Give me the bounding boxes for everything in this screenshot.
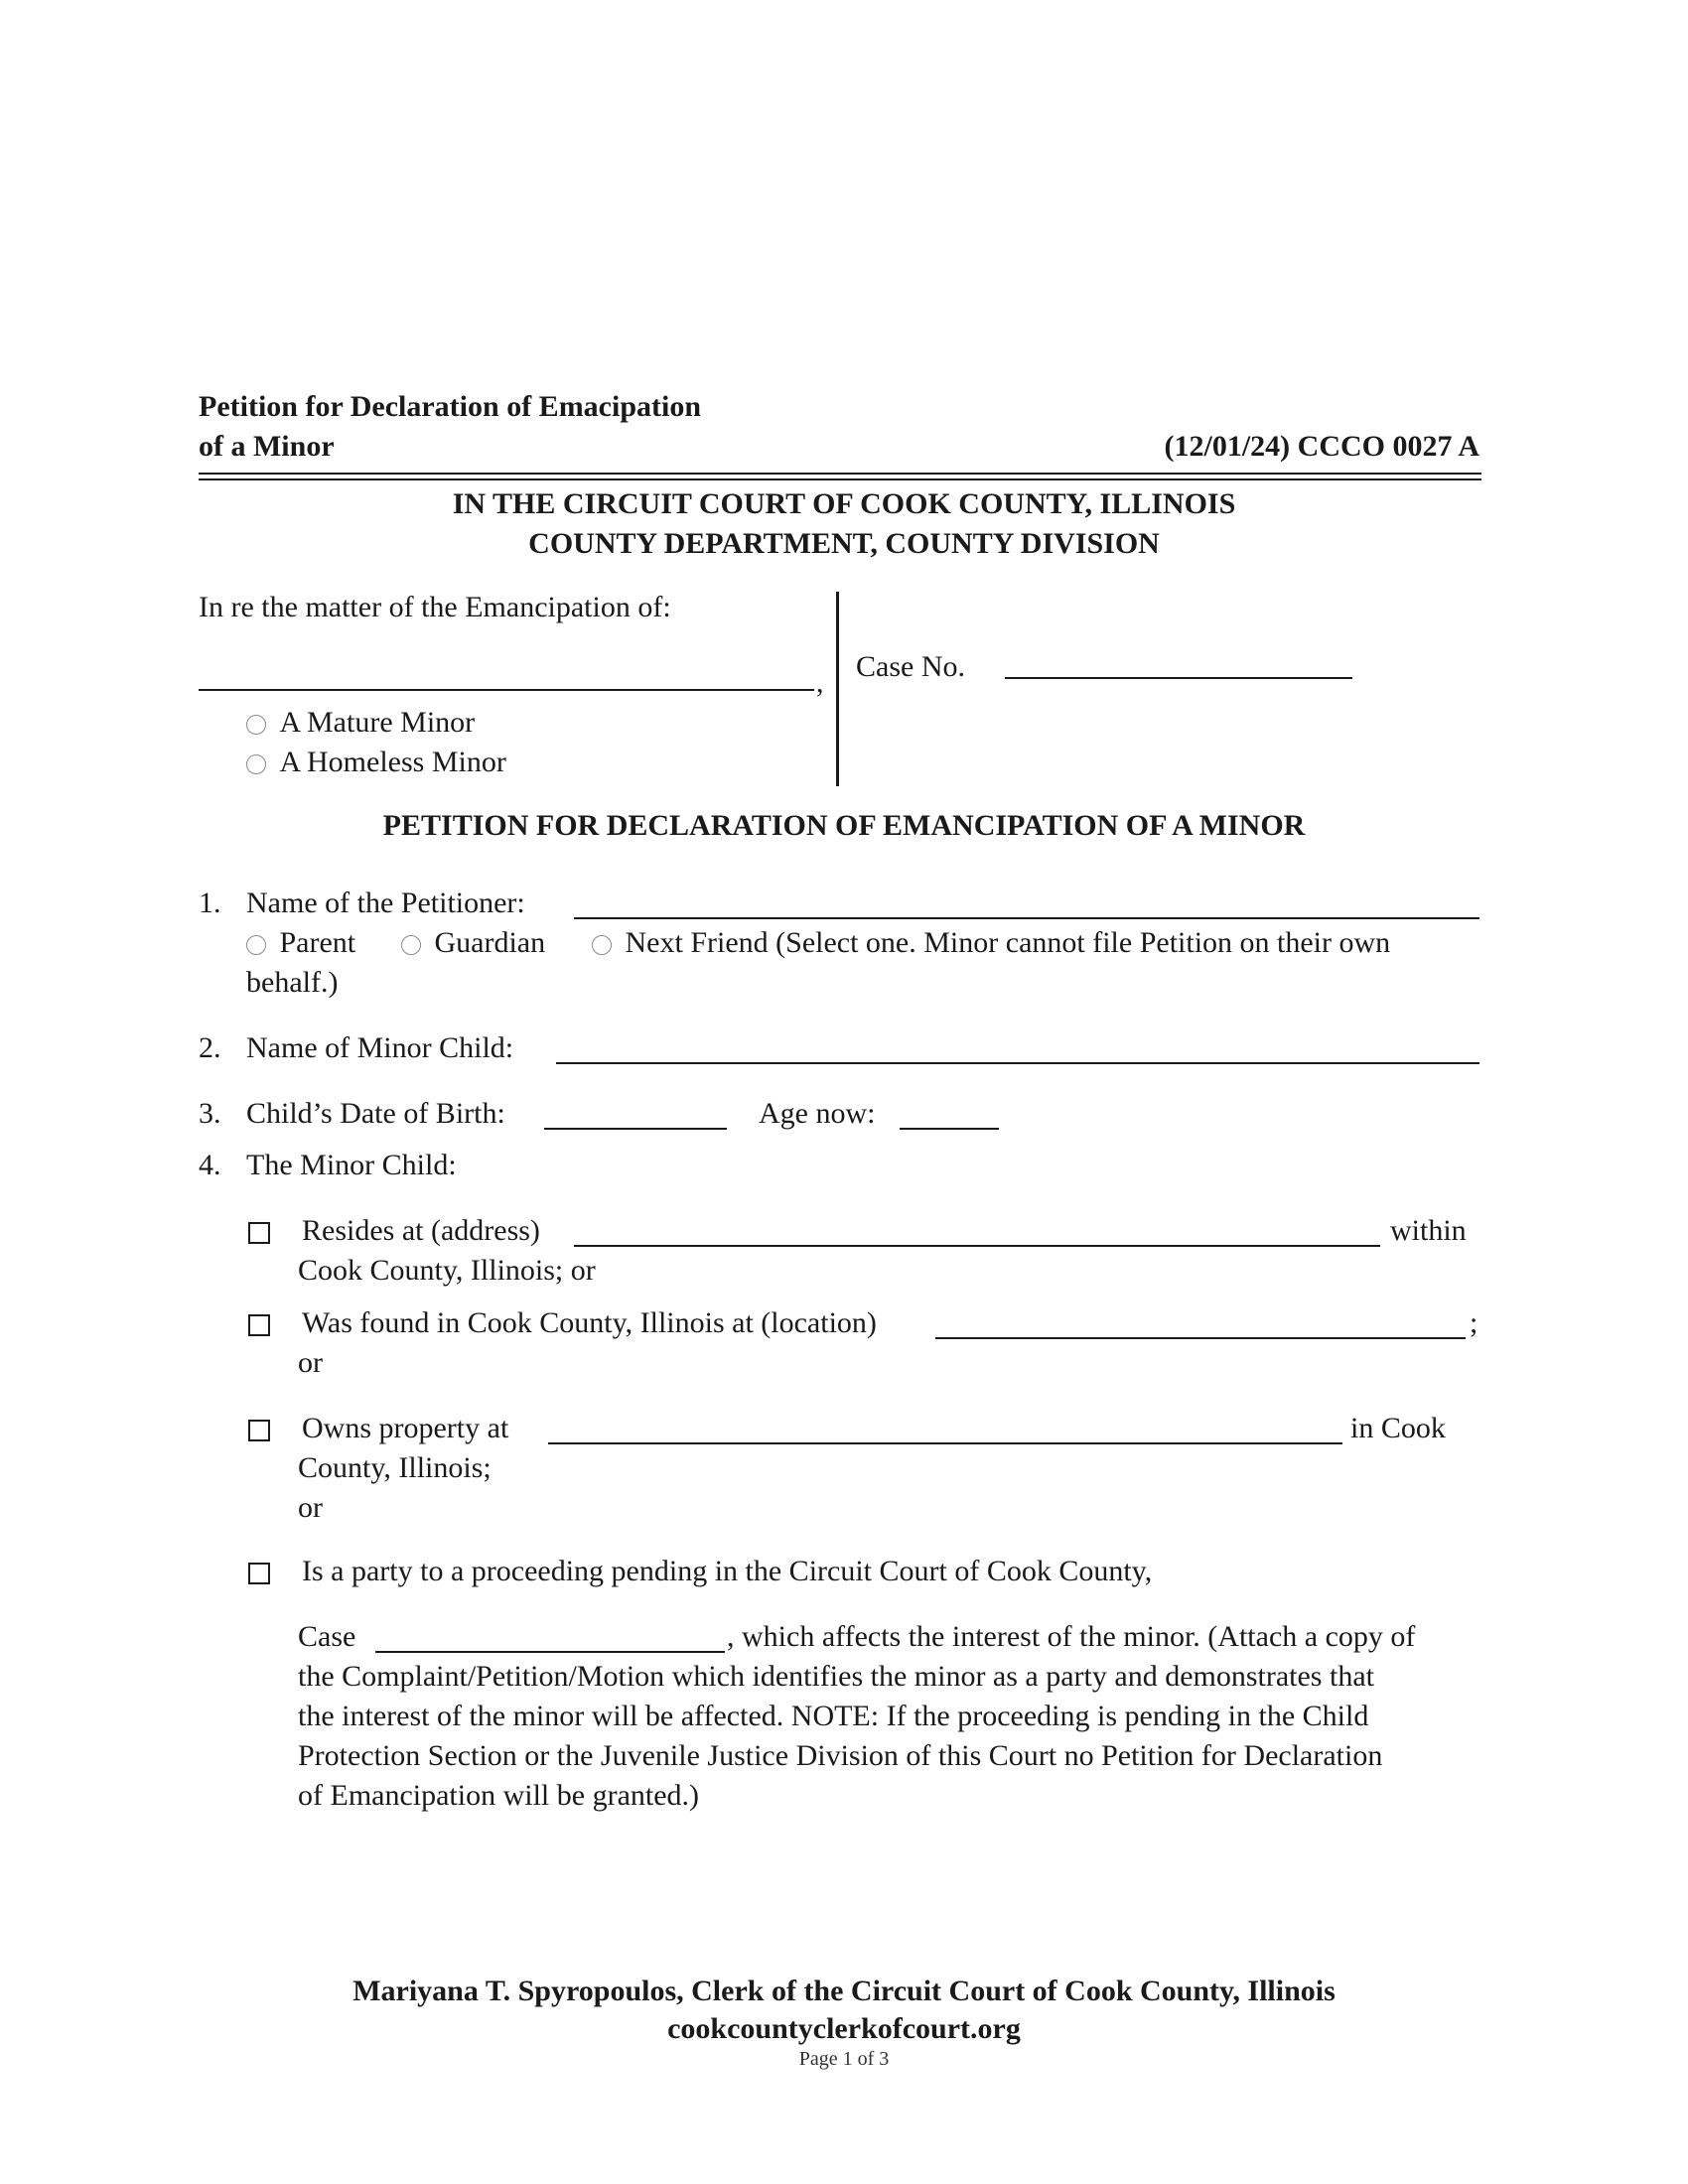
resides-checkbox[interactable] [248,1222,270,1244]
court-line2: COUNTY DEPARTMENT, COUNTY DIVISION [528,527,1160,560]
mature-minor-option[interactable] [246,703,475,743]
owns-cont-text: County, Illinois; [298,1451,492,1484]
found-semicolon: ; [1470,1306,1478,1339]
role-next-friend-label: Next Friend (Select one. Minor cannot file Petition on their own [625,926,1391,959]
party-para-line4: Protection Section or the Juvenile Justice Division of this Court no Petition for Declaration [298,1739,1383,1772]
party-label: Is a party to a proceeding pending in the Circuit Court of Cook County, [302,1555,1153,1587]
minor-name-caption-field[interactable] [199,689,814,691]
party-case-rest: , which affects the interest of the minor. (Attach a copy of [727,1620,1416,1653]
party-case-label: Case [298,1620,356,1653]
party-para-line5: of Emancipation will be granted.) [298,1779,700,1812]
found-or-text: or [298,1346,323,1379]
homeless-minor-label: A Homeless Minor [279,746,506,778]
resides-cont-text: Cook County, Illinois; or [298,1254,596,1287]
form-title-line1: Petition for Declaration of Emacipation [199,390,702,423]
resides-within-text: within [1390,1214,1467,1247]
owns-checkbox[interactable] [248,1420,270,1441]
form-code: (12/01/24) CCCO 0027 A [1164,430,1479,463]
party-para-line3: the interest of the minor will be affected. NOTE: If the proceeding is pending in the Child [298,1700,1369,1732]
caption-divider [836,592,839,786]
owns-label: Owns property at [302,1412,509,1444]
homeless-minor-radio[interactable] [246,754,266,774]
petitioner-name-field[interactable] [574,917,1479,919]
found-checkbox[interactable] [248,1314,270,1336]
role-parent-label: Parent [279,926,356,959]
role-behalf-text: behalf.) [246,966,339,999]
party-checkbox[interactable] [248,1563,270,1584]
caption-comma: , [816,666,824,699]
case-no-field[interactable] [1005,677,1352,679]
dob-field[interactable] [544,1128,727,1130]
age-field[interactable] [900,1128,999,1130]
homeless-minor-option[interactable] [246,743,506,782]
minor-name-field[interactable] [556,1062,1479,1064]
role-next-friend-option[interactable] [592,923,1390,963]
mature-minor-label: A Mature Minor [279,706,476,739]
item-number-4: 4. [199,1149,221,1181]
found-label: Was found in Cook County, Illinois at (location) [302,1306,877,1339]
owns-property-field[interactable] [548,1442,1342,1444]
petitioner-label: Name of the Petitioner: [246,887,525,919]
form-title-line2: of a Minor [199,430,335,463]
role-guardian-option[interactable] [401,923,545,963]
found-location-field[interactable] [935,1337,1466,1339]
party-para-line2: the Complaint/Petition/Motion which identifies the minor as a party and demonstrates that [298,1660,1374,1693]
in-re-label: In re the matter of the Emancipation of: [199,591,671,623]
court-line1: IN THE CIRCUIT COURT OF COOK COUNTY, ILLINOIS [452,487,1236,520]
resides-address-field[interactable] [574,1245,1380,1247]
next-friend-radio[interactable] [592,935,612,955]
footer-clerk: Mariyana T. Spyropoulos, Clerk of the Circuit Court of Cook County, Illinois [352,1975,1336,2007]
guardian-radio[interactable] [401,935,421,955]
age-label: Age now: [759,1097,876,1130]
owns-in-cook-text: in Cook [1350,1412,1446,1444]
role-parent-option[interactable] [246,923,355,963]
case-no-label: Case No. [856,650,965,683]
item-number-2: 2. [199,1031,221,1064]
header-rule-bottom [199,478,1481,480]
header-rule-top [199,473,1481,475]
minor-name-label: Name of Minor Child: [246,1031,514,1064]
footer-website[interactable]: cookcountyclerkofcourt.org [667,2012,1021,2045]
minor-child-label: The Minor Child: [246,1149,457,1181]
mature-minor-radio[interactable] [246,715,266,735]
parent-radio[interactable] [246,935,266,955]
item-number-1: 1. [199,887,221,919]
item-number-3: 3. [199,1097,221,1130]
footer-page-number: Page 1 of 3 [798,2048,890,2070]
role-guardian-label: Guardian [434,926,546,959]
resides-label: Resides at (address) [302,1214,540,1247]
owns-or-text: or [298,1491,323,1524]
dob-label: Child’s Date of Birth: [246,1097,505,1130]
petition-title: PETITION FOR DECLARATION OF EMANCIPATION OF A MINOR [382,809,1306,842]
party-case-field[interactable] [375,1651,725,1653]
